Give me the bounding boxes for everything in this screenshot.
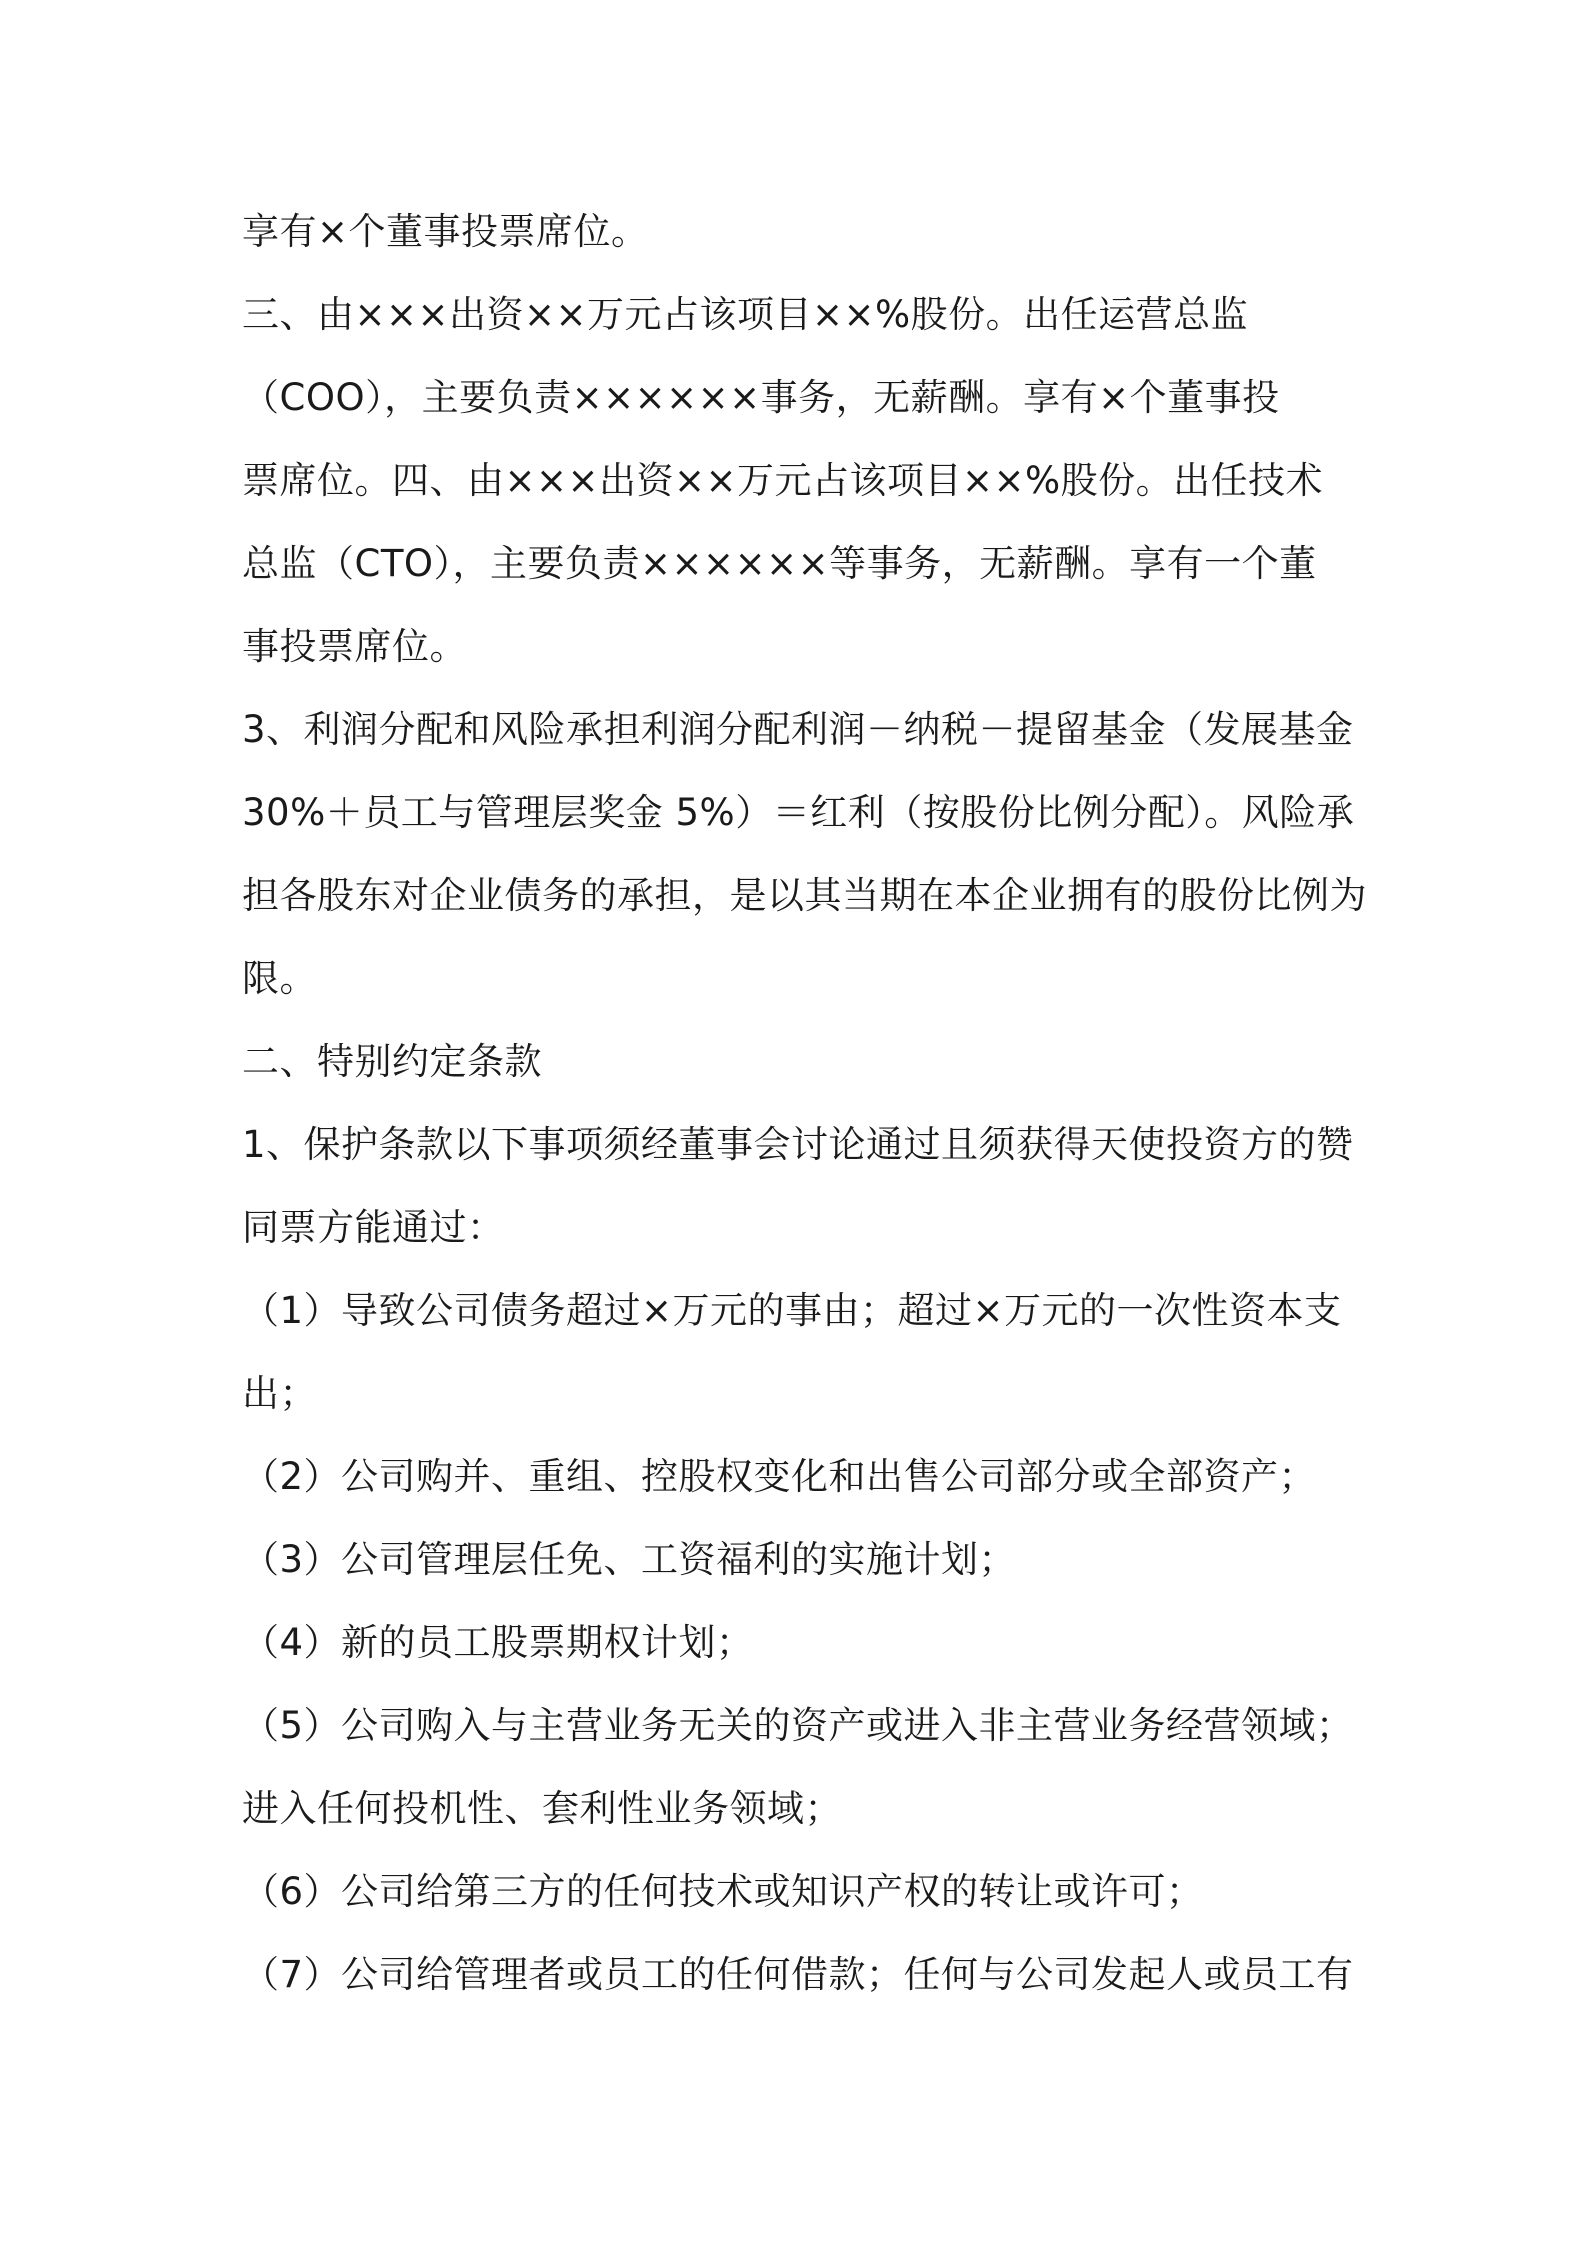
text-line: 30%＋员工与管理层奖金 5%）＝红利（按股份比例分配）。风险承 xyxy=(242,791,1355,834)
text-line: 出； xyxy=(242,1372,317,1415)
text-line: 担各股东对企业债务的承担，是以其当期在本企业拥有的股份比例为 xyxy=(242,874,1367,917)
list-item: （4）新的员工股票期权计划； xyxy=(242,1621,754,1664)
text-line: 限。 xyxy=(242,957,317,1000)
text-line: 三、由×××出资××万元占该项目××%股份。出任运营总监 xyxy=(242,293,1249,336)
list-item: （6）公司给第三方的任何技术或知识产权的转让或许可； xyxy=(242,1870,1204,1913)
text-line: （COO），主要负责××××××事务，无薪酬。享有×个董事投 xyxy=(242,376,1280,419)
list-item: （3）公司管理层任免、工资福利的实施计划； xyxy=(242,1538,1017,1581)
section-heading: 二、特别约定条款 xyxy=(242,1040,542,1083)
list-item: （1）导致公司债务超过×万元的事由；超过×万元的一次性资本支 xyxy=(242,1289,1342,1332)
text-line: 同票方能通过： xyxy=(242,1206,505,1249)
text-line: 享有×个董事投票席位。 xyxy=(242,210,649,253)
list-item: （5）公司购入与主营业务无关的资产或进入非主营业务经营领域； xyxy=(242,1704,1354,1747)
list-item: （2）公司购并、重组、控股权变化和出售公司部分或全部资产； xyxy=(242,1455,1317,1498)
text-line: 票席位。四、由×××出资××万元占该项目××%股份。出任技术 xyxy=(242,459,1324,502)
list-item: （7）公司给管理者或员工的任何借款；任何与公司发起人或员工有 xyxy=(242,1953,1354,1996)
text-line: 进入任何投机性、套利性业务领域； xyxy=(242,1787,842,1830)
text-line: 事投票席位。 xyxy=(242,625,467,668)
text-line: 3、利润分配和风险承担利润分配利润－纳税－提留基金（发展基金 xyxy=(242,708,1354,751)
document-body xyxy=(242,190,1367,2016)
text-line: 1、保护条款以下事项须经董事会讨论通过且须获得天使投资方的赞 xyxy=(242,1123,1354,1166)
text-line: 总监（CTO），主要负责××××××等事务，无薪酬。享有一个董 xyxy=(242,542,1317,585)
